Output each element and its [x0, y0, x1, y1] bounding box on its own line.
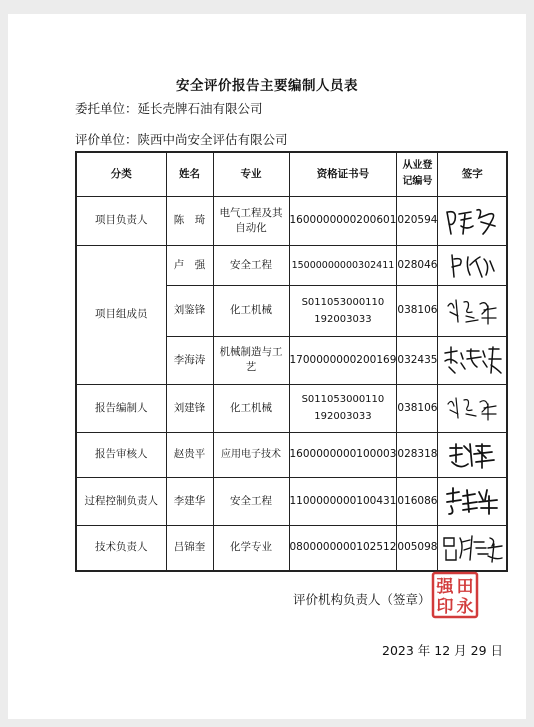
cell-reg: 005098 — [397, 525, 438, 571]
cell-major: 安全工程 — [213, 245, 289, 285]
cell-cert: 1700000000200169 — [289, 336, 397, 384]
cell-cert: 1600000000200601 — [289, 196, 397, 245]
table-row — [76, 432, 507, 477]
signature-liu-jianfeng-2 — [438, 384, 507, 432]
svg-text:永: 永 — [456, 597, 474, 617]
cell-reg: 032435 — [397, 336, 438, 384]
cell-reg: 016086 — [397, 477, 438, 525]
cell-cert: S011053000110192003033 — [289, 285, 397, 336]
cell-reg: 028318 — [397, 432, 438, 477]
cell-major: 化工机械 — [213, 285, 289, 336]
signer-label: 评价机构负责人（签章） — [293, 592, 431, 607]
document-date: 2023 年 12 月 29 日 — [382, 643, 503, 658]
cell-category: 技术负责人 — [76, 525, 166, 571]
cell-reg: 020594 — [397, 196, 438, 245]
cell-major: 电气工程及其自动化 — [213, 196, 289, 245]
cell-category: 报告编制人 — [76, 384, 166, 432]
cell-category: 报告审核人 — [76, 432, 166, 477]
header-reg: 从业登 记编号 — [397, 152, 438, 196]
cell-reg: 038106 — [397, 285, 438, 336]
cell-name: 卢 强 — [166, 245, 213, 285]
svg-text:田: 田 — [456, 577, 474, 597]
cell-reg: 038106 — [397, 384, 438, 432]
signature-liu-jianfeng — [438, 285, 507, 336]
header-category: 分类 — [76, 152, 166, 196]
cell-category: 过程控制负责人 — [76, 477, 166, 525]
document-title: 安全评价报告主要编制人员表 — [176, 78, 358, 94]
cell-category: 项目组成员 — [76, 245, 166, 384]
official-seal — [431, 571, 479, 619]
cell-reg: 028046 — [397, 245, 438, 285]
header-signature: 签字 — [438, 152, 507, 196]
svg-text:印: 印 — [436, 597, 454, 617]
cell-name: 刘建锋 — [166, 384, 213, 432]
cell-major: 安全工程 — [213, 477, 289, 525]
table-row — [76, 196, 507, 245]
document-page — [8, 14, 526, 719]
signature-li-jianhua — [438, 477, 507, 525]
table-header-row — [76, 152, 507, 196]
cell-cert: 1100000000100431 — [289, 477, 397, 525]
cell-category: 项目负责人 — [76, 196, 166, 245]
evaluator-line: 评价单位：陕西中尚安全评估有限公司 — [75, 132, 288, 147]
cell-name: 吕锦奎 — [166, 525, 213, 571]
cell-name: 李建华 — [166, 477, 213, 525]
cell-cert: 1600000000100003 — [289, 432, 397, 477]
client-line: 委托单位：延长壳牌石油有限公司 — [75, 101, 263, 116]
signature-li-haitao — [438, 336, 507, 384]
cell-name: 赵贵平 — [166, 432, 213, 477]
cell-name: 李海涛 — [166, 336, 213, 384]
signature-lu-qiang — [438, 245, 507, 285]
staff-table — [75, 151, 508, 572]
signature-lv-jinkui — [438, 525, 507, 571]
cell-major: 机械制造与工艺 — [213, 336, 289, 384]
cell-major: 应用电子技术 — [213, 432, 289, 477]
cell-name: 刘鉴锋 — [166, 285, 213, 336]
header-name: 姓名 — [166, 152, 213, 196]
cell-cert: 0800000000102512 — [289, 525, 397, 571]
signature-zhao-guiping — [438, 432, 507, 477]
cell-major: 化学专业 — [213, 525, 289, 571]
table-row — [76, 525, 507, 571]
signature-chen-qi — [438, 196, 507, 245]
header-cert: 资格证书号 — [289, 152, 397, 196]
cell-cert: 15000000000302411 — [289, 245, 397, 285]
cell-name: 陈 琦 — [166, 196, 213, 245]
header-major: 专业 — [213, 152, 289, 196]
cell-cert: S011053000110192003033 — [289, 384, 397, 432]
table-row — [76, 245, 507, 285]
table-row — [76, 477, 507, 525]
table-row — [76, 384, 507, 432]
cell-major: 化工机械 — [213, 384, 289, 432]
svg-text:强: 强 — [436, 577, 454, 597]
